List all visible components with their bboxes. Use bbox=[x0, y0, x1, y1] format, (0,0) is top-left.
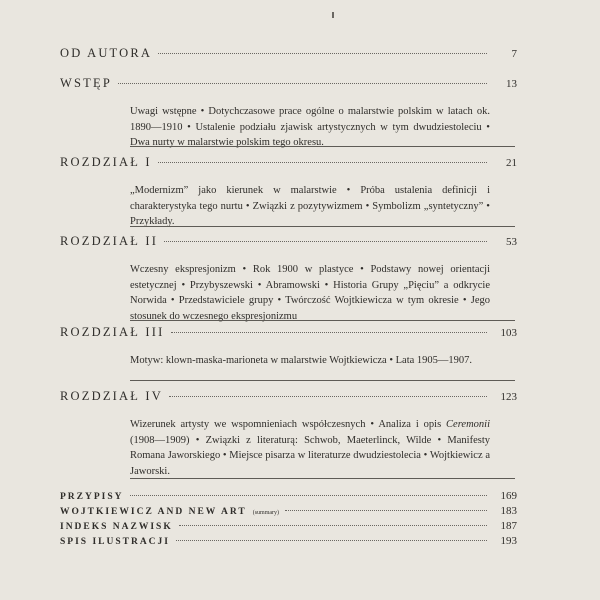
dot-leader bbox=[158, 162, 487, 163]
dot-leader bbox=[285, 510, 487, 511]
dot-leader bbox=[118, 83, 487, 84]
entry-title: SPIS ILUSTRACJI bbox=[60, 537, 170, 547]
toc-entry-wstep bbox=[60, 76, 517, 151]
page-mark bbox=[332, 12, 334, 18]
page-number: 169 bbox=[500, 490, 517, 502]
dot-leader bbox=[164, 241, 487, 242]
toc-entry-spis-ilustracji bbox=[60, 535, 517, 550]
dot-leader bbox=[158, 53, 487, 54]
section-divider bbox=[130, 478, 515, 479]
page-number: 103 bbox=[500, 327, 517, 339]
page-number: 21 bbox=[506, 157, 517, 169]
entry-title: INDEKS NAZWISK bbox=[60, 522, 173, 532]
entry-title-text: WOJTKIEWICZ AND NEW ART bbox=[60, 507, 247, 517]
toc-entry-rozdzial-2 bbox=[60, 234, 517, 324]
section-divider bbox=[130, 146, 515, 147]
toc-entry-rozdzial-3 bbox=[60, 325, 517, 369]
toc-entry-summary bbox=[60, 505, 517, 520]
toc-entry-rozdzial-4 bbox=[60, 389, 517, 479]
page-number: 193 bbox=[500, 535, 517, 547]
toc-entry-od-autora bbox=[60, 46, 517, 64]
entry-title: OD AUTORA bbox=[60, 46, 153, 60]
dot-leader bbox=[130, 495, 487, 496]
entry-title bbox=[60, 507, 279, 517]
entry-description bbox=[130, 417, 490, 479]
toc-entry-przypisy bbox=[60, 490, 517, 505]
page-number: 13 bbox=[506, 78, 517, 90]
entry-title: PRZYPISY bbox=[60, 492, 124, 502]
page-number: 53 bbox=[506, 236, 517, 248]
dot-leader bbox=[169, 396, 487, 397]
section-divider bbox=[130, 380, 515, 381]
dot-leader bbox=[179, 525, 487, 526]
entry-description: Uwagi wstępne • Dotychczasowe prace ogólne o malarstwie polskim w latach ok. 1890—1910 • Ustalenie podziału zjawisk artystycznych w tym dwudziestoleciu • Dwa nurty w malarstwie polskim tego okresu. bbox=[130, 106, 490, 148]
section-divider bbox=[130, 320, 515, 321]
description-text: (1908—1909) • Związki z literaturą: Schwob, Maeterlinck, Wilde • Manifesty Romana Jaworskiego • Miejsce pisarza w literaturze dwudziestolecia • Wojtkiewicz a Jaworski. bbox=[130, 434, 490, 477]
dot-leader bbox=[176, 540, 487, 541]
summary-note: (summary) bbox=[252, 510, 280, 516]
entry-description: „Modernizm” jako kierunek w malarstwie • Próba ustalenia definicji i charakterystyka tego nurtu • Związki z pozytywizmem • Symbolizm „syntetyczny” • Przykłady. bbox=[130, 185, 490, 227]
page-number: 123 bbox=[500, 391, 517, 403]
back-matter-list bbox=[60, 490, 517, 550]
page-number: 187 bbox=[500, 520, 517, 532]
entry-title: WSTĘP bbox=[60, 76, 112, 90]
entry-title: ROZDZIAŁ I bbox=[60, 155, 152, 169]
section-divider bbox=[130, 226, 515, 227]
toc-entry-indeks bbox=[60, 520, 517, 535]
entry-title: ROZDZIAŁ IV bbox=[60, 389, 164, 403]
entry-description: Motyw: klown-maska-marioneta w malarstwie Wojtkiewicza • Lata 1905—1907. bbox=[130, 355, 473, 366]
entry-title: ROZDZIAŁ II bbox=[60, 234, 159, 248]
page-number: 183 bbox=[500, 505, 517, 517]
page-number: 7 bbox=[511, 48, 517, 60]
entry-description: Wczesny ekspresjonizm • Rok 1900 w plastyce • Podstawy nowej orientacji estetycznej • Przybyszewski • Abramowski • Historia Grupy „Pięciu” a odkrycie Norwida • Przedstawiciele grupy • Twórczość Wojtkiewicza w tym okresie • Jego stosunek do wczesnego ekspresjonizmu bbox=[130, 264, 490, 322]
entry-title: ROZDZIAŁ III bbox=[60, 325, 165, 339]
description-text: Wizerunek artysty we wspomnieniach współczesnych • Analiza i opis bbox=[130, 419, 447, 430]
dot-leader bbox=[171, 332, 487, 333]
work-title: Ceremonii bbox=[446, 419, 490, 430]
toc-entry-rozdzial-1 bbox=[60, 155, 517, 230]
